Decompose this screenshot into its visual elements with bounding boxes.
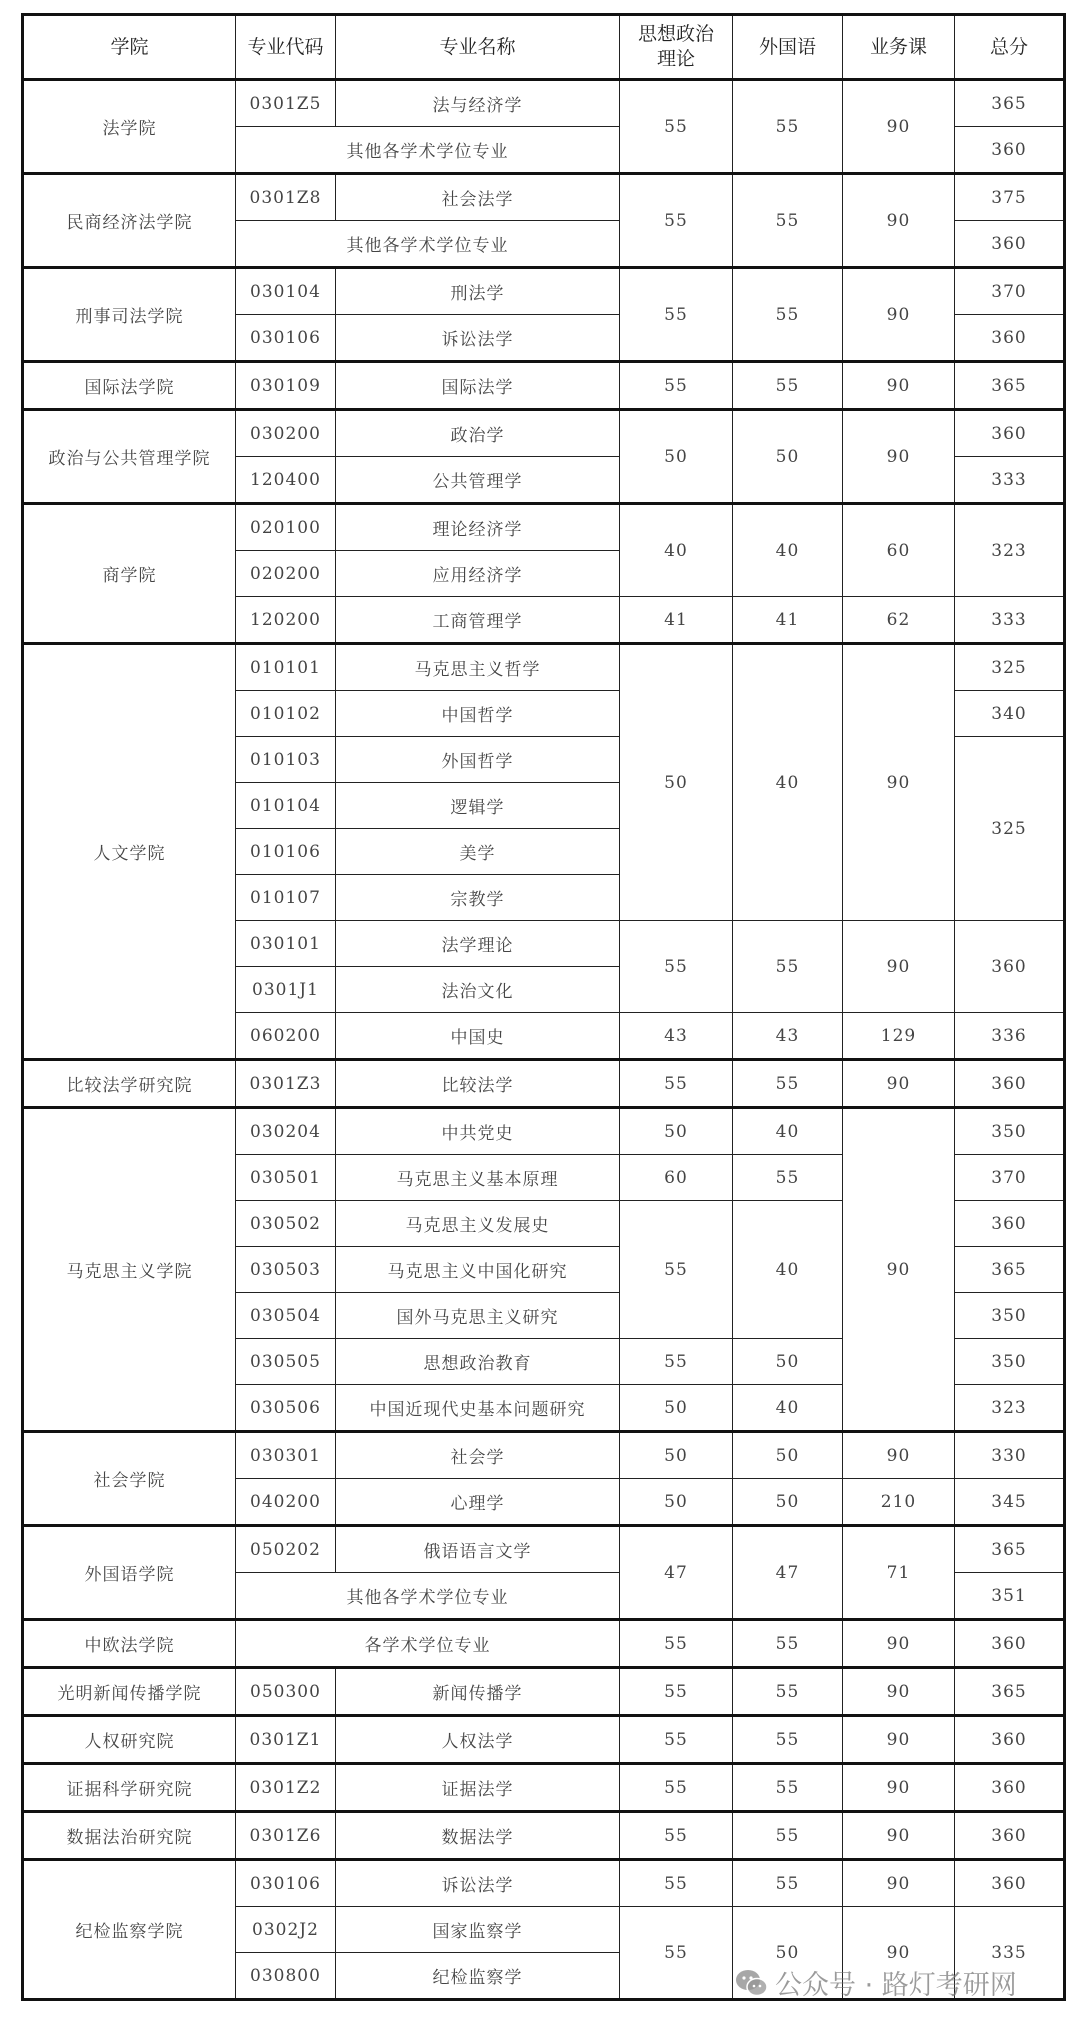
major-cell: 其他各学术学位专业 bbox=[236, 127, 620, 174]
college-cell: 人权研究院 bbox=[23, 1716, 236, 1764]
total-cell: 370 bbox=[955, 268, 1065, 315]
header-politics bbox=[620, 15, 733, 80]
total-cell: 333 bbox=[955, 597, 1065, 644]
foreign-cell: 50 bbox=[733, 1432, 843, 1479]
major-cell: 其他各学术学位专业 bbox=[236, 1573, 620, 1620]
foreign-cell: 47 bbox=[733, 1526, 843, 1620]
total-cell: 323 bbox=[955, 504, 1065, 597]
table-row bbox=[23, 1668, 1065, 1716]
course-cell: 90 bbox=[843, 1620, 955, 1668]
code-cell: 030502 bbox=[236, 1201, 336, 1247]
course-cell: 90 bbox=[843, 362, 955, 410]
total-cell: 370 bbox=[955, 1155, 1065, 1201]
college-cell: 光明新闻传播学院 bbox=[23, 1668, 236, 1716]
politics-cell: 50 bbox=[620, 1108, 733, 1155]
politics-cell: 60 bbox=[620, 1155, 733, 1201]
table-row bbox=[23, 1764, 1065, 1812]
major-cell: 政治学 bbox=[336, 410, 620, 457]
total-cell: 323 bbox=[955, 1385, 1065, 1432]
course-cell: 60 bbox=[843, 504, 955, 597]
table-row bbox=[23, 644, 1065, 691]
table-row bbox=[23, 504, 1065, 551]
major-cell: 法学理论 bbox=[336, 921, 620, 967]
code-cell: 010107 bbox=[236, 875, 336, 921]
major-cell: 外国哲学 bbox=[336, 737, 620, 783]
code-cell: 010103 bbox=[236, 737, 336, 783]
table-row bbox=[23, 1860, 1065, 1907]
score-table bbox=[21, 13, 1066, 2001]
course-cell: 90 bbox=[843, 80, 955, 174]
politics-cell: 55 bbox=[620, 1716, 733, 1764]
table-row bbox=[23, 1432, 1065, 1479]
politics-cell: 55 bbox=[620, 1339, 733, 1385]
code-cell: 0301Z1 bbox=[236, 1716, 336, 1764]
code-cell: 030505 bbox=[236, 1339, 336, 1385]
watermark-text: 公众号 · 路灯考研网 bbox=[775, 1970, 1017, 2001]
total-cell: 333 bbox=[955, 457, 1065, 504]
major-cell: 应用经济学 bbox=[336, 551, 620, 597]
header-major: 专业名称 bbox=[336, 15, 620, 80]
major-cell: 马克思主义发展史 bbox=[336, 1201, 620, 1247]
major-cell: 理论经济学 bbox=[336, 504, 620, 551]
total-cell: 365 bbox=[955, 1668, 1065, 1716]
total-cell: 360 bbox=[955, 410, 1065, 457]
total-cell: 360 bbox=[955, 127, 1065, 174]
code-cell: 030109 bbox=[236, 362, 336, 410]
major-cell: 国家监察学 bbox=[336, 1907, 620, 1953]
politics-cell: 41 bbox=[620, 597, 733, 644]
college-cell: 社会学院 bbox=[23, 1432, 236, 1526]
foreign-cell: 40 bbox=[733, 1385, 843, 1432]
code-cell: 020200 bbox=[236, 551, 336, 597]
code-cell: 030504 bbox=[236, 1293, 336, 1339]
header-politics-line2: 理论 bbox=[656, 48, 695, 70]
politics-cell: 40 bbox=[620, 504, 733, 597]
total-cell: 375 bbox=[955, 174, 1065, 221]
foreign-cell: 55 bbox=[733, 1620, 843, 1668]
college-cell: 民商经济法学院 bbox=[23, 174, 236, 268]
major-cell: 社会学 bbox=[336, 1432, 620, 1479]
header-row bbox=[23, 15, 1065, 80]
foreign-cell: 55 bbox=[733, 174, 843, 268]
foreign-cell: 55 bbox=[733, 268, 843, 362]
foreign-cell: 50 bbox=[733, 1479, 843, 1526]
major-cell: 逻辑学 bbox=[336, 783, 620, 829]
table-row bbox=[23, 1060, 1065, 1108]
college-cell: 人文学院 bbox=[23, 644, 236, 1060]
code-cell: 030503 bbox=[236, 1247, 336, 1293]
code-cell: 120400 bbox=[236, 457, 336, 504]
politics-cell: 55 bbox=[620, 174, 733, 268]
course-cell: 90 bbox=[843, 1060, 955, 1108]
code-cell: 0302J2 bbox=[236, 1907, 336, 1953]
major-cell: 其他各学术学位专业 bbox=[236, 221, 620, 268]
total-cell: 360 bbox=[955, 921, 1065, 1013]
course-cell: 71 bbox=[843, 1526, 955, 1620]
course-cell: 90 bbox=[843, 174, 955, 268]
politics-cell: 55 bbox=[620, 1620, 733, 1668]
total-cell: 325 bbox=[955, 644, 1065, 691]
code-cell: 010106 bbox=[236, 829, 336, 875]
major-cell: 工商管理学 bbox=[336, 597, 620, 644]
course-cell: 90 bbox=[843, 1907, 955, 2000]
code-cell: 030501 bbox=[236, 1155, 336, 1201]
college-cell: 商学院 bbox=[23, 504, 236, 644]
total-cell: 360 bbox=[955, 1716, 1065, 1764]
header-code: 专业代码 bbox=[236, 15, 336, 80]
college-cell: 刑事司法学院 bbox=[23, 268, 236, 362]
major-cell: 中国近现代史基本问题研究 bbox=[336, 1385, 620, 1432]
college-cell: 政治与公共管理学院 bbox=[23, 410, 236, 504]
major-cell: 法治文化 bbox=[336, 967, 620, 1013]
politics-cell: 50 bbox=[620, 1385, 733, 1432]
course-cell: 210 bbox=[843, 1479, 955, 1526]
major-cell: 国外马克思主义研究 bbox=[336, 1293, 620, 1339]
total-cell: 360 bbox=[955, 1860, 1065, 1907]
total-cell: 360 bbox=[955, 1764, 1065, 1812]
college-cell: 纪检监察学院 bbox=[23, 1860, 236, 2000]
code-cell: 060200 bbox=[236, 1013, 336, 1060]
foreign-cell: 40 bbox=[733, 1108, 843, 1155]
code-cell: 010102 bbox=[236, 691, 336, 737]
code-cell: 040200 bbox=[236, 1479, 336, 1526]
code-cell: 020100 bbox=[236, 504, 336, 551]
politics-cell: 55 bbox=[620, 1812, 733, 1860]
total-cell: 345 bbox=[955, 1479, 1065, 1526]
foreign-cell: 55 bbox=[733, 362, 843, 410]
major-cell: 中国史 bbox=[336, 1013, 620, 1060]
course-cell: 62 bbox=[843, 597, 955, 644]
politics-cell: 55 bbox=[620, 268, 733, 362]
table-row bbox=[23, 410, 1065, 457]
politics-cell: 55 bbox=[620, 362, 733, 410]
course-cell: 90 bbox=[843, 1860, 955, 1907]
politics-cell: 55 bbox=[620, 1907, 733, 2000]
total-cell: 360 bbox=[955, 1201, 1065, 1247]
college-cell: 证据科学研究院 bbox=[23, 1764, 236, 1812]
foreign-cell: 55 bbox=[733, 1155, 843, 1201]
major-cell: 诉讼法学 bbox=[336, 1860, 620, 1907]
major-cell: 人权法学 bbox=[336, 1716, 620, 1764]
code-cell: 0301Z5 bbox=[236, 80, 336, 127]
code-cell: 050202 bbox=[236, 1526, 336, 1573]
major-cell: 数据法学 bbox=[336, 1812, 620, 1860]
college-cell: 数据法治研究院 bbox=[23, 1812, 236, 1860]
course-cell: 90 bbox=[843, 1668, 955, 1716]
total-cell: 340 bbox=[955, 691, 1065, 737]
politics-cell: 47 bbox=[620, 1526, 733, 1620]
header-politics-line1: 思想政治 bbox=[637, 23, 714, 45]
total-cell: 325 bbox=[955, 737, 1065, 921]
header-college: 学院 bbox=[23, 15, 236, 80]
college-cell: 外国语学院 bbox=[23, 1526, 236, 1620]
table-row bbox=[23, 268, 1065, 315]
major-cell: 马克思主义哲学 bbox=[336, 644, 620, 691]
total-cell: 351 bbox=[955, 1573, 1065, 1620]
code-cell: 0301Z8 bbox=[236, 174, 336, 221]
table-row bbox=[23, 174, 1065, 221]
major-cell: 美学 bbox=[336, 829, 620, 875]
major-cell: 新闻传播学 bbox=[336, 1668, 620, 1716]
major-cell: 比较法学 bbox=[336, 1060, 620, 1108]
code-cell: 010104 bbox=[236, 783, 336, 829]
foreign-cell: 55 bbox=[733, 921, 843, 1013]
college-cell: 比较法学研究院 bbox=[23, 1060, 236, 1108]
total-cell: 360 bbox=[955, 1620, 1065, 1668]
major-cell: 社会法学 bbox=[336, 174, 620, 221]
major-cell: 刑法学 bbox=[336, 268, 620, 315]
politics-cell: 50 bbox=[620, 1479, 733, 1526]
politics-cell: 55 bbox=[620, 921, 733, 1013]
course-cell: 90 bbox=[843, 1108, 955, 1432]
code-cell: 030101 bbox=[236, 921, 336, 967]
politics-cell: 55 bbox=[620, 1201, 733, 1339]
code-cell: 030800 bbox=[236, 1953, 336, 2000]
politics-cell: 55 bbox=[620, 80, 733, 174]
major-cell: 马克思主义基本原理 bbox=[336, 1155, 620, 1201]
foreign-cell: 40 bbox=[733, 644, 843, 921]
politics-cell: 55 bbox=[620, 1764, 733, 1812]
college-cell: 中欧法学院 bbox=[23, 1620, 236, 1668]
total-cell: 350 bbox=[955, 1339, 1065, 1385]
total-cell: 330 bbox=[955, 1432, 1065, 1479]
header-foreign: 外国语 bbox=[733, 15, 843, 80]
watermark bbox=[735, 1963, 1017, 2002]
politics-cell: 50 bbox=[620, 410, 733, 504]
total-cell: 360 bbox=[955, 221, 1065, 268]
total-cell: 335 bbox=[955, 1907, 1065, 2000]
code-cell: 030106 bbox=[236, 1860, 336, 1907]
table-row bbox=[23, 362, 1065, 410]
major-cell: 马克思主义中国化研究 bbox=[336, 1247, 620, 1293]
code-cell: 030204 bbox=[236, 1108, 336, 1155]
foreign-cell: 55 bbox=[733, 1860, 843, 1907]
major-cell: 公共管理学 bbox=[336, 457, 620, 504]
code-cell: 120200 bbox=[236, 597, 336, 644]
course-cell: 90 bbox=[843, 410, 955, 504]
code-cell: 030104 bbox=[236, 268, 336, 315]
foreign-cell: 55 bbox=[733, 1764, 843, 1812]
college-cell: 马克思主义学院 bbox=[23, 1108, 236, 1432]
header-total: 总分 bbox=[955, 15, 1065, 80]
major-cell: 思想政治教育 bbox=[336, 1339, 620, 1385]
course-cell: 90 bbox=[843, 1716, 955, 1764]
major-cell: 各学术学位专业 bbox=[236, 1620, 620, 1668]
politics-cell: 50 bbox=[620, 644, 733, 921]
course-cell: 90 bbox=[843, 1812, 955, 1860]
total-cell: 365 bbox=[955, 1247, 1065, 1293]
major-cell: 宗教学 bbox=[336, 875, 620, 921]
major-cell: 中国哲学 bbox=[336, 691, 620, 737]
foreign-cell: 55 bbox=[733, 1716, 843, 1764]
foreign-cell: 50 bbox=[733, 1907, 843, 2000]
foreign-cell: 50 bbox=[733, 1339, 843, 1385]
foreign-cell: 50 bbox=[733, 410, 843, 504]
code-cell: 050300 bbox=[236, 1668, 336, 1716]
code-cell: 030106 bbox=[236, 315, 336, 362]
foreign-cell: 55 bbox=[733, 1668, 843, 1716]
header-course: 业务课 bbox=[843, 15, 955, 80]
code-cell: 030200 bbox=[236, 410, 336, 457]
foreign-cell: 55 bbox=[733, 1060, 843, 1108]
code-cell: 010101 bbox=[236, 644, 336, 691]
total-cell: 360 bbox=[955, 1060, 1065, 1108]
total-cell: 360 bbox=[955, 315, 1065, 362]
foreign-cell: 40 bbox=[733, 504, 843, 597]
table-row bbox=[23, 80, 1065, 127]
politics-cell: 55 bbox=[620, 1668, 733, 1716]
politics-cell: 55 bbox=[620, 1060, 733, 1108]
course-cell: 90 bbox=[843, 644, 955, 921]
total-cell: 350 bbox=[955, 1293, 1065, 1339]
total-cell: 365 bbox=[955, 362, 1065, 410]
course-cell: 90 bbox=[843, 1764, 955, 1812]
foreign-cell: 43 bbox=[733, 1013, 843, 1060]
major-cell: 纪检监察学 bbox=[336, 1953, 620, 2000]
total-cell: 336 bbox=[955, 1013, 1065, 1060]
politics-cell: 43 bbox=[620, 1013, 733, 1060]
college-cell: 国际法学院 bbox=[23, 362, 236, 410]
table-row bbox=[23, 1812, 1065, 1860]
course-cell: 90 bbox=[843, 268, 955, 362]
total-cell: 350 bbox=[955, 1108, 1065, 1155]
table-row bbox=[23, 1526, 1065, 1573]
major-cell: 证据法学 bbox=[336, 1764, 620, 1812]
code-cell: 030506 bbox=[236, 1385, 336, 1432]
foreign-cell: 55 bbox=[733, 80, 843, 174]
code-cell: 030301 bbox=[236, 1432, 336, 1479]
foreign-cell: 55 bbox=[733, 1812, 843, 1860]
major-cell: 心理学 bbox=[336, 1479, 620, 1526]
major-cell: 中共党史 bbox=[336, 1108, 620, 1155]
total-cell: 365 bbox=[955, 80, 1065, 127]
foreign-cell: 41 bbox=[733, 597, 843, 644]
major-cell: 国际法学 bbox=[336, 362, 620, 410]
code-cell: 0301J1 bbox=[236, 967, 336, 1013]
college-cell: 法学院 bbox=[23, 80, 236, 174]
course-cell: 90 bbox=[843, 921, 955, 1013]
total-cell: 365 bbox=[955, 1526, 1065, 1573]
politics-cell: 50 bbox=[620, 1432, 733, 1479]
wechat-icon bbox=[735, 1968, 769, 1998]
code-cell: 0301Z6 bbox=[236, 1812, 336, 1860]
major-cell: 法与经济学 bbox=[336, 80, 620, 127]
code-cell: 0301Z3 bbox=[236, 1060, 336, 1108]
course-cell: 90 bbox=[843, 1432, 955, 1479]
politics-cell: 55 bbox=[620, 1860, 733, 1907]
total-cell: 360 bbox=[955, 1812, 1065, 1860]
course-cell: 129 bbox=[843, 1013, 955, 1060]
code-cell: 0301Z2 bbox=[236, 1764, 336, 1812]
major-cell: 俄语语言文学 bbox=[336, 1526, 620, 1573]
table-row bbox=[23, 1620, 1065, 1668]
major-cell: 诉讼法学 bbox=[336, 315, 620, 362]
foreign-cell: 40 bbox=[733, 1201, 843, 1339]
table-row bbox=[23, 1108, 1065, 1155]
table-row bbox=[23, 1716, 1065, 1764]
